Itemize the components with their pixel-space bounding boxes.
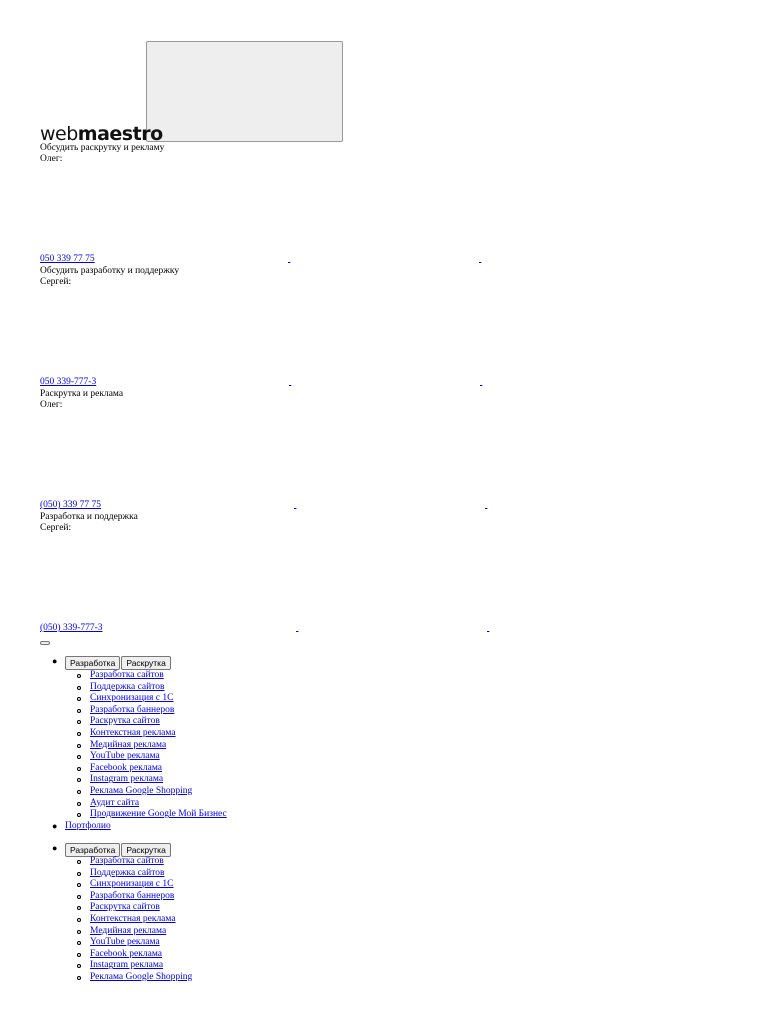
submenu-link[interactable]: Facebook реклама [90,948,163,959]
bullet-icon: ● [52,820,58,831]
contact-name: Олег: [40,400,63,410]
submenu-item [65,937,192,949]
submenu-item [65,879,192,891]
submenu-link[interactable]: Контекстная реклама [90,727,176,738]
circle-bullet-icon [77,767,81,771]
image-placeholder [146,41,343,142]
circle-bullet-icon [77,976,81,980]
services-submenu [65,670,227,821]
contact-messenger-link[interactable] [288,254,292,265]
circle-bullet-icon [77,941,81,945]
contact-phone-link[interactable]: 050 339-777-3 [40,377,97,387]
submenu-link[interactable]: Контекстная реклама [90,913,176,924]
circle-bullet-icon [77,755,81,759]
circle-bullet-icon [77,686,81,690]
circle-bullet-icon [77,790,81,794]
submenu-link[interactable]: Поддержка сайтов [90,681,165,692]
submenu-item [65,949,192,961]
contact-title: Обсудить разработку и поддержку [40,266,180,276]
contact-title: Раскрутка и реклама [40,389,124,399]
submenu-item [65,763,227,775]
circle-bullet-icon [77,953,81,957]
contact-name: Олег: [40,154,63,164]
submenu-link[interactable]: Медийная реклама [90,739,167,750]
submenu-link[interactable]: Продвижение Google Мой Бизнес [90,809,227,820]
promotion-button[interactable]: Раскрутка [121,843,171,857]
circle-bullet-icon [77,732,81,736]
submenu-link[interactable]: Разработка баннеров [90,890,175,901]
logo-text-bold: maestro [77,123,163,145]
menu-toggle-button[interactable] [40,641,50,645]
submenu-item [65,705,227,717]
contact-messenger-link[interactable] [487,623,491,634]
submenu-link[interactable]: Facebook реклама [90,762,163,773]
circle-bullet-icon [77,895,81,899]
submenu-item [65,682,227,694]
submenu-item [65,902,192,914]
submenu-item [65,891,192,903]
contact-title: Разработка и поддержка [40,512,138,522]
circle-bullet-icon [77,930,81,934]
services-menu [0,656,227,833]
submenu-item [65,972,192,984]
contact-messenger-link[interactable] [294,500,298,511]
submenu-link[interactable]: Поддержка сайтов [90,867,165,878]
submenu-link[interactable]: Синхронизация с 1С [90,693,174,704]
contact-messenger-link[interactable] [289,377,293,388]
services-menu-mobile [0,843,192,984]
submenu-link[interactable]: Instagram реклама [90,774,164,785]
submenu-link[interactable]: Разработка баннеров [90,704,175,715]
submenu-link[interactable]: Раскрутка сайтов [90,902,160,913]
contact-title: Обсудить раскрутку и рекламу [40,143,165,153]
portfolio-menu-item [0,821,227,833]
contact-name: Сергей: [40,523,72,533]
bullet-icon: ● [52,843,58,853]
contact-messenger-link[interactable] [485,500,489,511]
contact-messenger-link[interactable] [479,254,483,265]
bullet-icon: ● [52,656,58,666]
contact-phone-link[interactable]: (050) 339 77 75 [40,500,101,510]
submenu-link[interactable]: YouTube реклама [90,937,160,948]
submenu-item [65,728,227,740]
circle-bullet-icon [77,872,81,876]
services-menu-item [0,656,227,821]
submenu-item [65,693,227,705]
logo-text-light: web [40,123,78,145]
circle-bullet-icon [77,860,81,864]
submenu-link[interactable]: Разработка сайтов [90,856,164,866]
submenu-item [65,868,192,880]
services-submenu [65,856,192,984]
contact-messenger-link[interactable] [296,623,300,634]
submenu-item [65,751,227,763]
submenu-link[interactable]: Реклама Google Shopping [90,971,193,982]
circle-bullet-icon [77,883,81,887]
submenu-item [65,960,192,972]
circle-bullet-icon [77,906,81,910]
submenu-link[interactable]: Раскрутка сайтов [90,716,160,727]
logo[interactable] [40,123,163,145]
submenu-item [65,716,227,728]
promotion-button[interactable]: Раскрутка [121,656,171,670]
portfolio-link[interactable]: Портфолио [65,820,111,831]
circle-bullet-icon [77,813,81,817]
submenu-link[interactable]: YouTube реклама [90,751,160,762]
circle-bullet-icon [77,918,81,922]
submenu-item [65,856,192,868]
circle-bullet-icon [77,720,81,724]
contact-messenger-link[interactable] [480,377,484,388]
submenu-item [65,914,192,926]
submenu-item [65,809,227,821]
submenu-item [65,926,192,938]
submenu-item [65,786,227,798]
submenu-link[interactable]: Синхронизация с 1С [90,879,174,890]
submenu-item [65,798,227,810]
submenu-item [65,670,227,682]
submenu-item [65,740,227,752]
submenu-link[interactable]: Реклама Google Shopping [90,785,193,796]
circle-bullet-icon [77,964,81,968]
contact-phone-link[interactable]: 050 339 77 75 [40,254,95,264]
development-button[interactable]: Разработка [65,656,120,670]
submenu-link[interactable]: Instagram реклама [90,960,164,971]
circle-bullet-icon [77,778,81,782]
contact-phone-link[interactable]: (050) 339-777-3 [40,623,103,633]
circle-bullet-icon [77,802,81,806]
circle-bullet-icon [77,674,81,678]
contact-name: Сергей: [40,277,72,287]
circle-bullet-icon [77,697,81,701]
submenu-item [65,774,227,786]
services-menu-item [0,843,192,984]
circle-bullet-icon [77,744,81,748]
submenu-link[interactable]: Разработка сайтов [90,670,164,680]
circle-bullet-icon [77,709,81,713]
submenu-link[interactable]: Медийная реклама [90,925,167,936]
development-button[interactable]: Разработка [65,843,120,857]
submenu-link[interactable]: Аудит сайта [90,797,140,808]
